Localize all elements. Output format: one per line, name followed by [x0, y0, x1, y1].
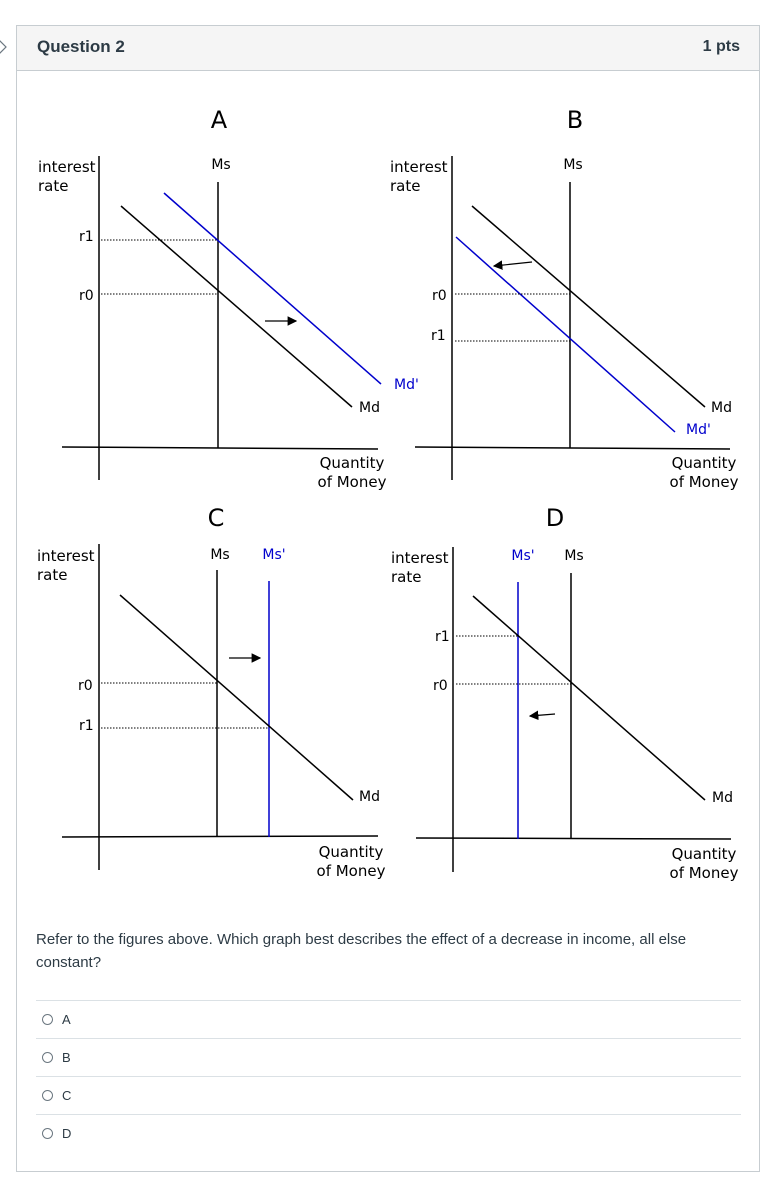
money-market-figure: [15, 92, 745, 892]
panel-c-y-label-1: interest: [37, 547, 95, 565]
answer-option-a[interactable]: [36, 1000, 741, 1038]
panel-c-letter: C: [207, 504, 225, 532]
panel-b-md-label: Md: [711, 400, 732, 416]
panel-c: [37, 504, 386, 880]
panel-d-x-axis: [416, 838, 731, 839]
collapse-arrow-icon[interactable]: [0, 38, 10, 56]
figure-svg: [15, 92, 745, 892]
panel-a-md-shift-line: [164, 193, 381, 384]
panel-a-md-shift-label: Md': [394, 377, 419, 393]
panel-a-r0-label: r0: [79, 288, 94, 304]
panel-a-ms-label: Ms: [211, 157, 231, 173]
panel-d-y-label-1: interest: [391, 549, 449, 567]
panel-d: [391, 504, 739, 882]
panel-a-r1-label: r1: [79, 229, 94, 245]
radio-button[interactable]: [42, 1128, 53, 1139]
panel-d-x-label-1: Quantity: [671, 845, 737, 863]
panel-a-y-label-1: interest: [38, 158, 96, 176]
panel-c-md-line: [120, 595, 353, 800]
question-points: 1 pts: [702, 38, 740, 55]
panel-d-shift-left-arrow: [530, 714, 555, 716]
answer-option-d[interactable]: [36, 1114, 741, 1152]
panel-b-shift-left-arrow: [494, 262, 532, 266]
panel-c-x-axis: [62, 836, 378, 837]
question-prompt: Refer to the figures above. Which graph best describes the effect of a decrease in income, all else constant?: [36, 931, 687, 971]
panel-b: [390, 106, 739, 491]
panel-c-ms-shift-label: Ms': [262, 547, 286, 563]
panel-a: [38, 106, 419, 491]
panel-c-md-label: Md: [359, 789, 380, 805]
answer-option-c[interactable]: [36, 1076, 741, 1114]
radio-button[interactable]: [42, 1014, 53, 1025]
panel-b-letter: B: [566, 106, 584, 134]
answer-label: C: [62, 1088, 72, 1103]
panel-a-x-label-1: Quantity: [319, 454, 385, 472]
panel-b-y-label-2: rate: [390, 177, 421, 195]
panel-a-y-label-2: rate: [38, 177, 69, 195]
panel-d-r1-label: r1: [435, 629, 450, 645]
panel-c-x-label-1: Quantity: [318, 843, 384, 861]
panel-c-x-label-2: of Money: [316, 862, 386, 880]
question-header: [17, 26, 759, 71]
answer-label: A: [62, 1012, 71, 1027]
panel-b-x-label-2: of Money: [669, 473, 739, 491]
panel-b-md-line: [472, 206, 705, 407]
panel-b-y-label-1: interest: [390, 158, 448, 176]
panel-b-r1-label: r1: [431, 328, 446, 344]
panel-b-md-shift-label: Md': [686, 422, 711, 438]
panel-a-x-axis: [62, 447, 378, 449]
panel-d-ms-shift-label: Ms': [511, 548, 535, 564]
panel-d-md-line: [473, 596, 705, 800]
question-title: Question 2: [37, 37, 125, 56]
panel-c-r1-label: r1: [79, 718, 94, 734]
answer-label: D: [62, 1126, 72, 1141]
panel-b-ms-label: Ms: [563, 157, 583, 173]
panel-c-ms-label: Ms: [210, 547, 230, 563]
panel-d-ms-label: Ms: [564, 548, 584, 564]
panel-d-r0-label: r0: [433, 678, 448, 694]
answer-label: B: [62, 1050, 71, 1065]
panel-b-md-shift-line: [456, 237, 675, 432]
answer-list: [36, 1000, 741, 1152]
panel-c-r0-label: r0: [78, 678, 93, 694]
answer-option-b[interactable]: [36, 1038, 741, 1076]
panel-a-md-line: [121, 206, 352, 407]
radio-button[interactable]: [42, 1090, 53, 1101]
panel-b-x-axis: [415, 447, 730, 449]
panel-d-md-label: Md: [712, 790, 733, 806]
panel-a-md-label: Md: [359, 400, 380, 416]
panel-d-letter: D: [545, 504, 565, 532]
radio-button[interactable]: [42, 1052, 53, 1063]
panel-b-x-label-1: Quantity: [671, 454, 737, 472]
panel-d-x-label-2: of Money: [669, 864, 739, 882]
panel-c-y-label-2: rate: [37, 566, 68, 584]
panel-d-y-label-2: rate: [391, 568, 422, 586]
panel-b-r0-label: r0: [432, 288, 447, 304]
panel-a-letter: A: [210, 106, 228, 134]
panel-a-x-label-2: of Money: [317, 473, 387, 491]
